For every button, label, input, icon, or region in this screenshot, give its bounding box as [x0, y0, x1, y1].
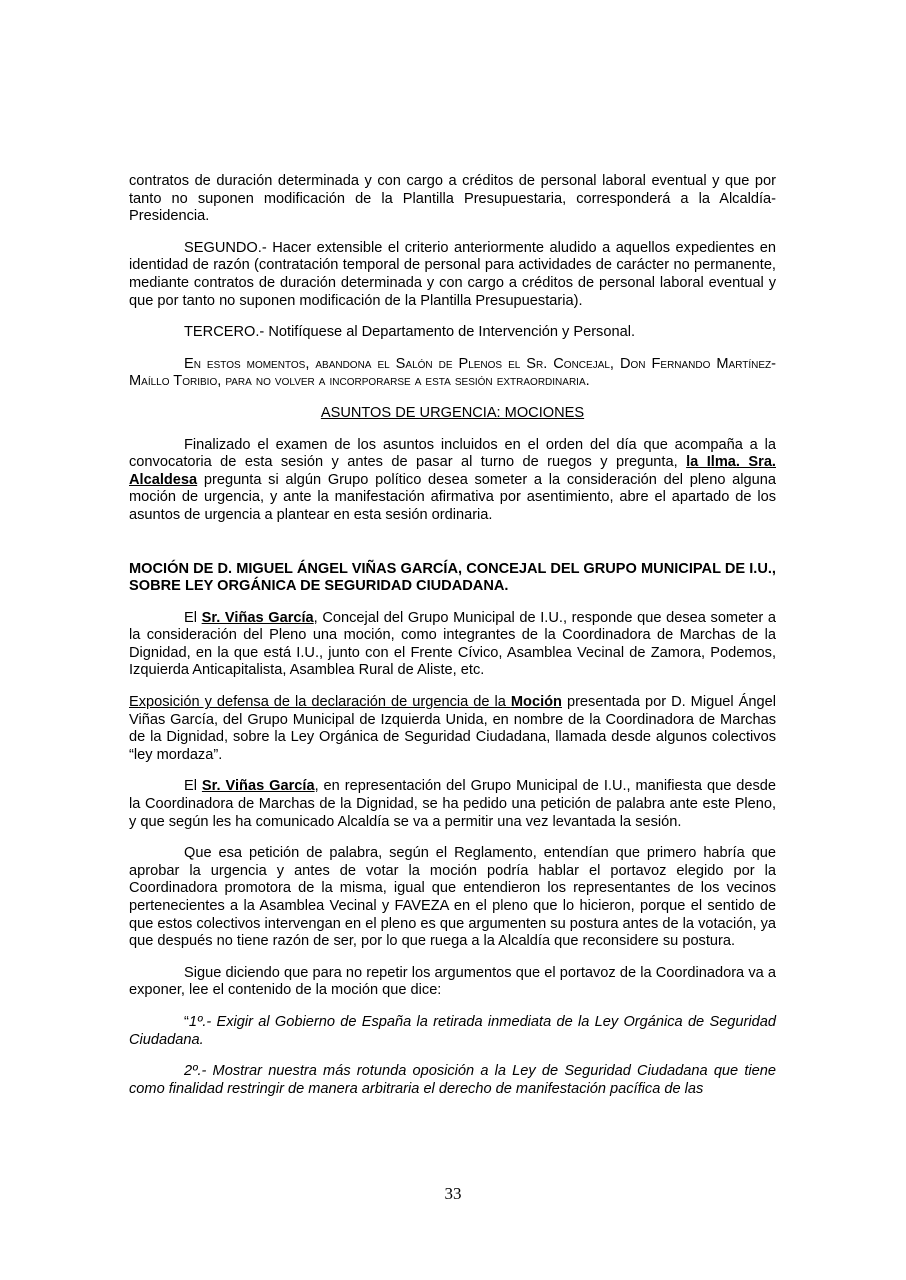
speaker-vinas: Sr. Viñas García — [201, 778, 315, 795]
text-run: Finalizado el examen de los asuntos incluidos en el orden del día que acompaña a la convocatoria de esta sesión y antes de pasar al turno de ruegos y pregunta, — [129, 436, 776, 471]
text-run-italic: 1º.- Exigir al Gobierno de España la retirada inmediata de la Ley Orgánica de Seguridad Ciudadana. — [129, 1013, 776, 1048]
paragraph-peticion: Que esa petición de palabra, según el Reglamento, entendían que primero habría que aprobar la urgencia y antes de votar la moción podría hablar el portavoz elegido por la Coordinadora promotora de la misma, igual que entendieron los representantes de los vecinos pertenecientes a la Asamblea Vecinal y FAVEZA en el pleno que lo hicieron, porque el sentido de que estos colectivos intervengan en el pleno es que argumenten su postura antes de la votación, ya que después no tiene razón de ser, por lo que ruega a la Alcaldía que reconsidere su postura. — [129, 845, 776, 950]
speaker-alcaldesa: la Ilma. Sra. Alcaldesa — [129, 454, 776, 488]
text-run: , en representación del Grupo Municipal de I.U., manifiesta que desde la Coordinadora de Marchas de la Dignidad, se ha pedido una petición de palabra ante este Pleno, y que según les ha comunicado Alcaldía se va a permitir una vez levantada la sesión. — [129, 778, 777, 830]
section-heading-text: ASUNTOS DE URGENCIA: MOCIONES — [320, 404, 585, 421]
note-session-leave: En estos momentos, abandona el Salón de Plenos el Sr. Concejal, Don Fernando Martínez-Maíllo Toribio, para no volver a incorporarse a esta sesión extraordinaria. — [129, 355, 776, 390]
text-run: presentada por D. Miguel Ángel Viñas García, del Grupo Municipal de Izquierda Unida, en nombre de la Coordinadora de Marchas de la Dignidad, sobre la Ley Orgánica de Seguridad Ciudadana, llamada desde algunos colectivos “ley mordaza”. — [129, 694, 776, 763]
paragraph-exposicion — [129, 694, 776, 764]
quote-mark: “ — [184, 1013, 189, 1030]
paragraph-vinas-1 — [129, 610, 776, 680]
paragraph-urgencia — [129, 437, 776, 525]
section-heading — [129, 405, 776, 423]
spacer — [129, 539, 776, 561]
paragraph-segundo: SEGUNDO.- Hacer extensible el criterio anteriormente aludido a aquellos expedientes en identidad de razón (contratación temporal de personal para actividades de carácter no permanente, mediante contratos de duración determinada y con cargo a créditos de personal laboral eventual y que por tanto no suponen modificación de la Plantilla Presupuestaria). — [129, 239, 776, 309]
motion-title: MOCIÓN DE D. MIGUEL ÁNGEL VIÑAS GARCÍA, CONCEJAL DEL GRUPO MUNICIPAL DE I.U., SOBRE LEY ORGÁNICA DE SEGURIDAD CIUDADANA. — [129, 560, 776, 595]
paragraph-sigue: Sigue diciendo que para no repetir los argumentos que el portavoz de la Coordinadora va a exponer, lee el contenido de la moción que dice: — [129, 964, 776, 999]
page-number: 33 — [444, 1184, 462, 1203]
mocion-label: Moción — [510, 694, 562, 711]
speaker-vinas: Sr. Viñas García — [201, 609, 314, 626]
paragraph-continuation: contratos de duración determinada y con cargo a créditos de personal laboral eventual y que por tanto no suponen modificación de la Plantilla Presupuestaria, corresponderá a la Alcaldía-Presidencia. — [129, 173, 776, 225]
text-run: , Concejal del Grupo Municipal de I.U., responde que desea someter a la consideración del Pleno una moción, como integrantes de la Coordinadora de Marchas de la Dignidad, en la que está I.U., junto con el Frente Cívico, Asamblea Vecinal de Zamora, Podemos, Izquierda Anticapitalista, Asamblea Rural de Aliste, etc. — [129, 609, 776, 679]
text-run-underlined: Exposición y defensa de la declaración de urgencia de la — [129, 694, 511, 711]
document-body — [129, 173, 776, 1112]
paragraph-vinas-2 — [129, 778, 776, 831]
text-run: El — [184, 778, 202, 795]
motion-point-1 — [129, 1014, 776, 1049]
motion-point-2: 2º.- Mostrar nuestra más rotunda oposición a la Ley de Seguridad Ciudadana que tiene como finalidad restringir de manera arbitraria el derecho de manifestación pacífica de las — [129, 1063, 776, 1097]
text-run: El — [184, 609, 202, 626]
paragraph-tercero: TERCERO.- Notifíquese al Departamento de Intervención y Personal. — [184, 324, 635, 341]
text-run: pregunta si algún Grupo político desea someter a la consideración del pleno alguna moción de urgencia, y ante la manifestación afirmativa por asentimiento, abre el apartado de los asuntos de urgencia a plantear en esta sesión ordinaria. — [129, 471, 776, 523]
